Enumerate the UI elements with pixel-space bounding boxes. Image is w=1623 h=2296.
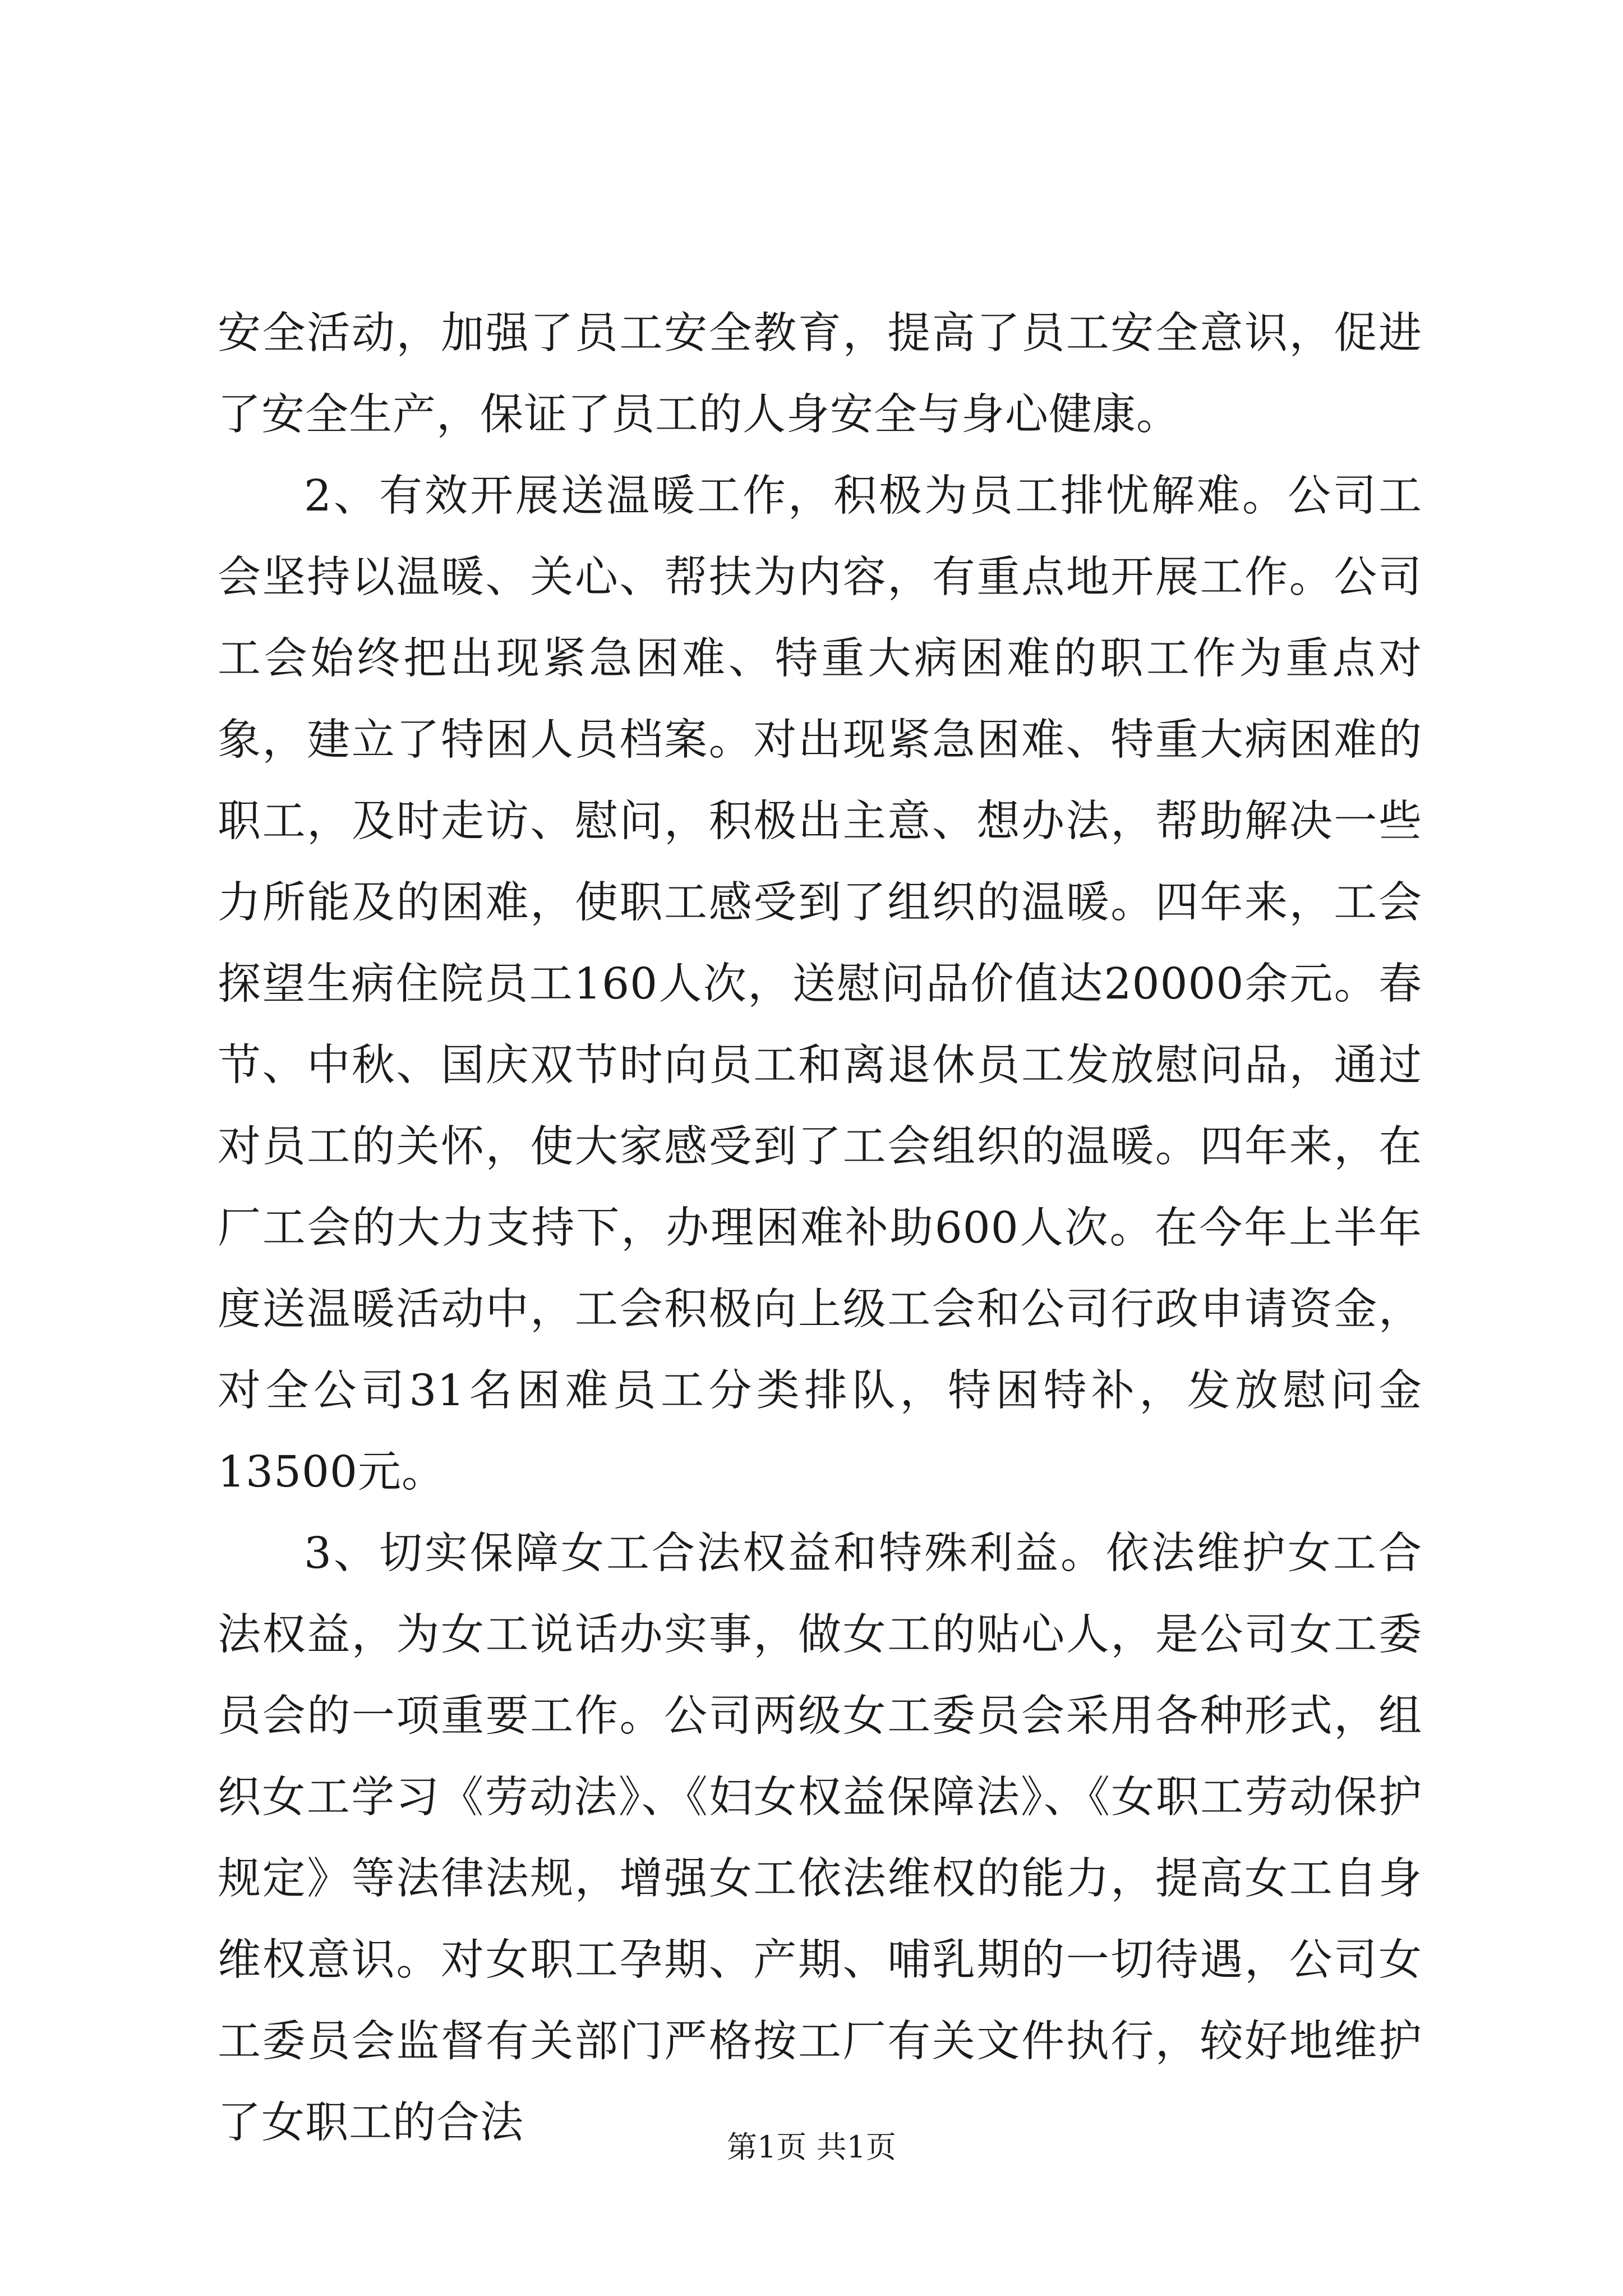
document-body (218, 293, 1422, 2164)
paragraph-3: 3、切实保障女工合法权益和特殊利益。依法维护女工合法权益，为女工说话办实事，做女工的贴心人，是公司女工委员会的一项重要工作。公司两级女工委员会采用各种形式，组织女工学习《劳动法》、《妇女权益保障法》、《女职工劳动保护规定》等法律法规，增强女工依法维权的能力，提高女工自身维权意识。对女职工孕期、产期、哺乳期的一切待遇，公司女工委员会监督有关部门严格按工厂有关文件执行，较好地维护了女职工的合法 (218, 1529, 1422, 2148)
paragraph-2: 2、有效开展送温暖工作，积极为员工排忧解难。公司工会坚持以温暖、关心、帮扶为内容，有重点地开展工作。公司工会始终把出现紧急困难、特重大病困难的职工作为重点对象，建立了特困人员档案。对出现紧急困难、特重大病困难的职工，及时走访、慰问，积极出主意、想办法，帮助解决一些力所能及的困难，使职工感受到了组织的温暖。四年来，工会探望生病住院员工160人次，送慰问品价值达20000余元。春节、中秋、国庆双节时向员工和离退休员工发放慰问品，通过对员工的关怀，使大家感受到了工会组织的温暖。四年来，在厂工会的大力支持下，办理困难补助600人次。在今年上半年度送温暖活动中，工会积极向上级工会和公司行政申请资金，对全公司31名困难员工分类排队，特困特补，发放慰问金13500元。 (218, 471, 1422, 1497)
page-footer: 第1页 共1页 (727, 2129, 896, 2165)
paragraph-1: 安全活动，加强了员工安全教育，提高了员工安全意识，促进了安全生产，保证了员工的人身安全与身心健康。 (218, 309, 1422, 440)
